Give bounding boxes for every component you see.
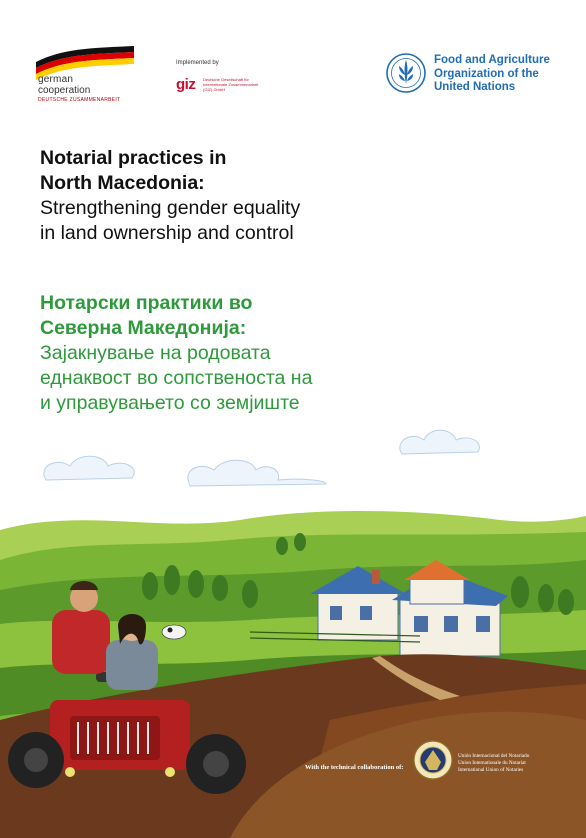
technical-collaboration-label: With the technical collaboration of: — [305, 764, 404, 771]
title-english — [40, 146, 560, 246]
title-en-bold-line: North Macedonia: — [40, 172, 205, 194]
cow-icon — [162, 625, 186, 639]
uinl-seal-icon — [413, 738, 453, 782]
fao-name-line: United Nations — [434, 81, 516, 93]
german-cooperation-line3: DEUTSCHE ZUSAMMENARBEIT — [38, 97, 121, 103]
title-mk-subtitle-line: и управувањето со земјиште — [40, 392, 300, 414]
fao-name — [434, 54, 574, 95]
cloud-icon — [400, 430, 480, 454]
title-en-subtitle-line: Strengthening gender equality — [40, 197, 301, 219]
uinl-names — [458, 753, 578, 774]
implemented-by-label: Implemented by — [176, 60, 219, 66]
uinl-name-line: Union Internationale du Notariat — [458, 760, 526, 766]
giz-fullname: Deutsche Gesellschaft für Internationale Zusammenarbeit (GIZ) GmbH — [203, 77, 259, 92]
fao-name-line: Food and Agriculture — [434, 54, 550, 66]
uinl-name-line: International Union of Notaries — [458, 767, 524, 773]
fao-name-line: Organization of the — [434, 67, 539, 80]
title-mk-subtitle-line: Зајакнување на родовата — [40, 342, 271, 364]
title-macedonian — [40, 291, 560, 416]
title-mk-bold-line: Нотарски практики во — [40, 292, 253, 314]
german-cooperation-line1: german — [38, 74, 74, 85]
cloud-icon — [188, 460, 326, 486]
title-en-subtitle-line: in land ownership and control — [40, 222, 294, 244]
title-en-bold-line: Notarial practices in — [40, 147, 227, 169]
uinl-name-line: Unión Internacional del Notariado — [458, 753, 530, 759]
title-mk-bold-line: Северна Македонија: — [40, 317, 247, 339]
giz-logo: giz — [176, 76, 196, 93]
german-cooperation-line2: cooperation — [38, 85, 91, 96]
farm-landscape-illustration — [0, 420, 586, 838]
cloud-icon — [44, 456, 134, 480]
fao-emblem-icon — [385, 52, 427, 94]
title-mk-subtitle-line: еднаквост во сопственоста на — [40, 367, 313, 389]
